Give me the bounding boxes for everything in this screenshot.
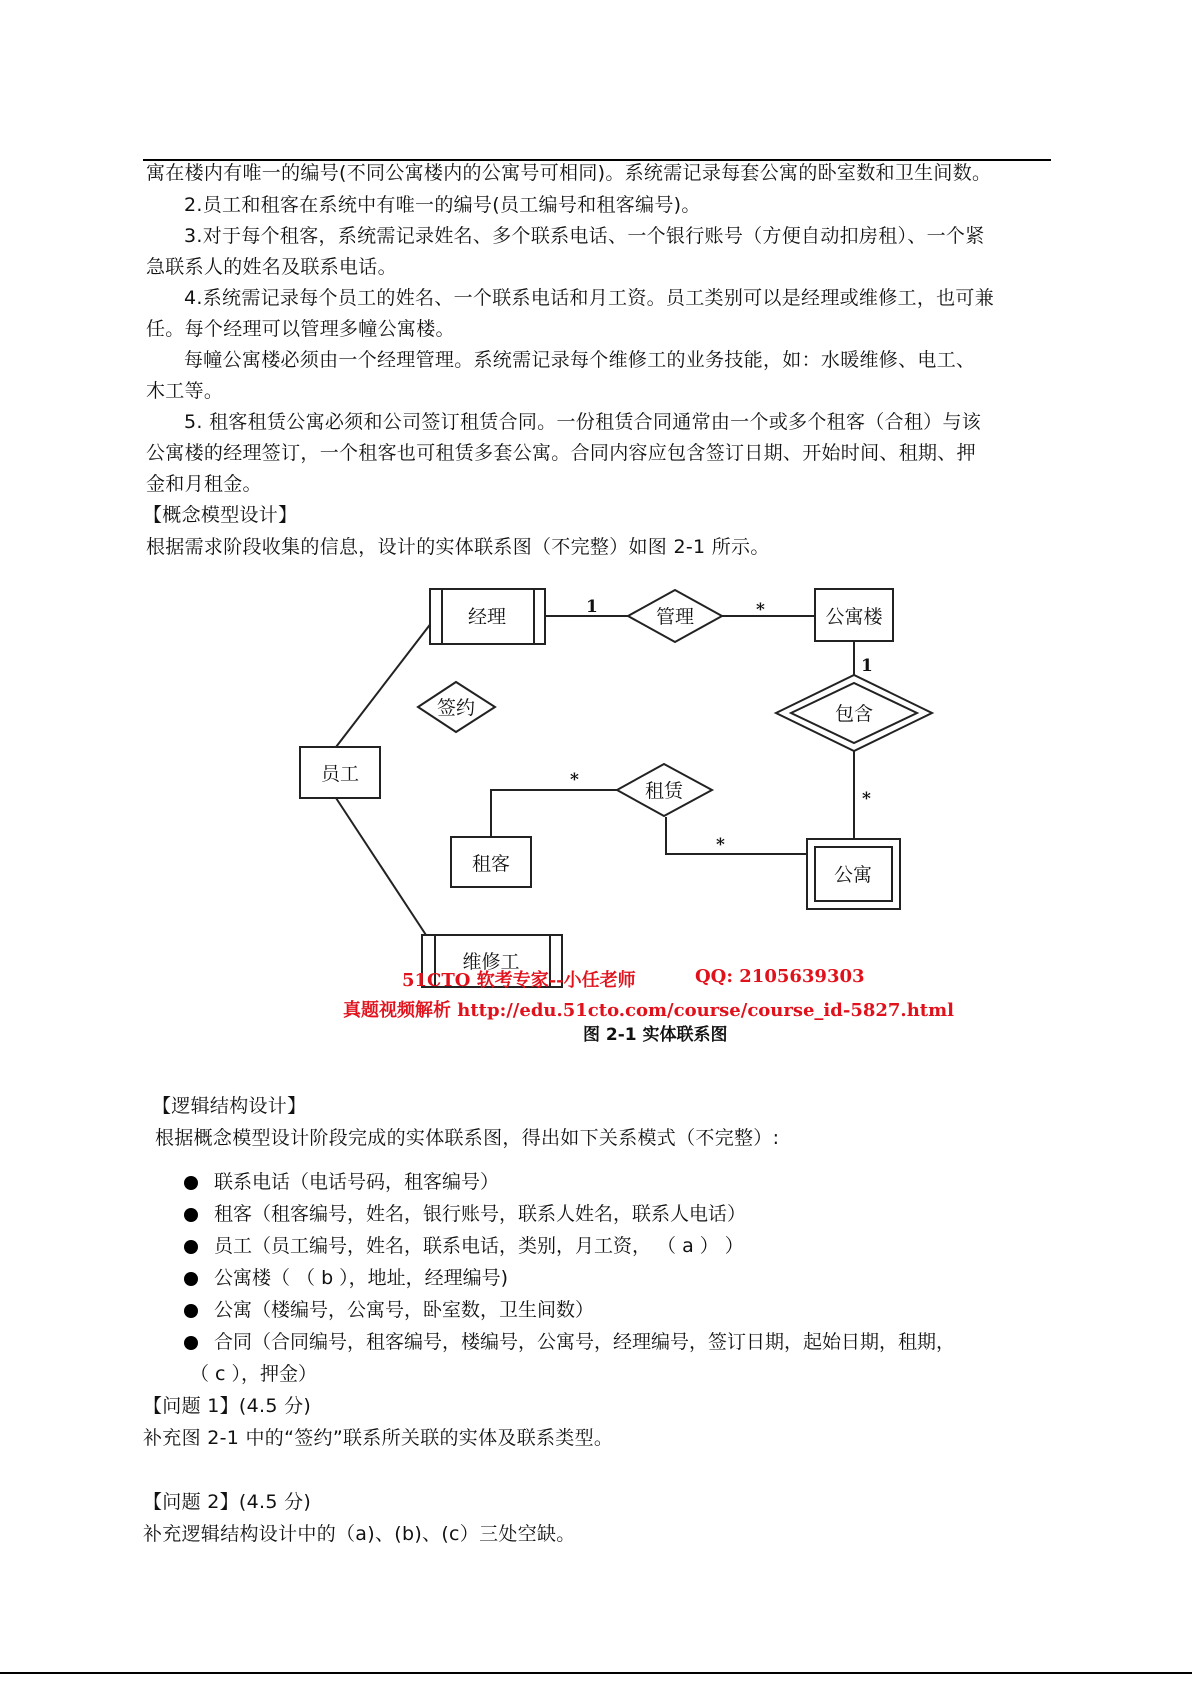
requirement-item-4-para-cont: 木工等。: [146, 380, 224, 402]
schema-item: 合同（合同编号，租客编号，楼编号，公寓号，经理编号，签订日期，起始日期，租期，: [214, 1331, 956, 1353]
figure-caption: 图 2-1 实体联系图: [583, 1025, 728, 1045]
requirement-item-5-end: 金和月租金。: [146, 473, 262, 495]
label-apartment: 公寓: [833, 864, 873, 886]
card-contain-building: 1: [861, 656, 873, 676]
bullet-icon: [184, 1304, 198, 1318]
watermark-line1: 51CTO 软考专家--小任老师: [402, 970, 636, 991]
card-lease-apartment: *: [716, 835, 725, 855]
watermark-qq: QQ: 2105639303: [695, 966, 865, 987]
requirement-item-3: 3.对于每个租客，系统需记录姓名、多个联系电话、一个银行账号（方便自动扣房租）、一个紧: [184, 225, 985, 247]
schema-item: 联系电话（电话号码，租客编号）: [214, 1171, 500, 1193]
bullet-icon: [184, 1240, 198, 1254]
label-sign: 签约: [436, 697, 476, 719]
bullet-icon: [184, 1336, 198, 1350]
card-contain-apartment: *: [862, 789, 871, 809]
question-2-text: 补充逻辑结构设计中的（a)、(b)、(c）三处空缺。: [143, 1523, 576, 1545]
question-1-text: 补充图 2-1 中的“签约”联系所关联的实体及联系类型。: [143, 1427, 614, 1449]
label-lease: 租赁: [644, 780, 684, 802]
requirement-item-3-cont: 急联系人的姓名及联系电话。: [146, 256, 397, 278]
label-manage: 管理: [655, 606, 695, 628]
card-manage-manager: 1: [586, 597, 598, 617]
footer-rule: [0, 1672, 1192, 1674]
schema-item: 租客（租客编号，姓名，银行账号，联系人姓名，联系人电话）: [214, 1203, 747, 1225]
card-manage-building: *: [756, 600, 765, 620]
bullet-icon: [184, 1208, 198, 1222]
requirement-item-5: 5. 租客租赁公寓必须和公司签订租赁合同。一份租赁合同通常由一个或多个租客（合租）与该: [184, 411, 982, 433]
label-building: 公寓楼: [825, 606, 883, 628]
label-manager: 经理: [467, 606, 507, 628]
label-tenant: 租客: [471, 853, 511, 875]
requirement-item-4-para: 每幢公寓楼必须由一个经理管理。系统需记录每个维修工的业务技能，如：水暖维修、电工、: [184, 349, 976, 371]
question-1-title: 【问题 1】(4.5 分): [143, 1395, 312, 1417]
schema-item: 公寓楼（ （ b ），地址，经理编号): [214, 1267, 509, 1289]
requirement-item-2: 2.员工和租客在系统中有唯一的编号(员工编号和租客编号)。: [184, 194, 701, 216]
concept-heading: 【概念模型设计】: [143, 504, 298, 526]
requirement-line-top: 寓在楼内有唯一的编号(不同公寓楼内的公寓号可相同)。系统需记录每套公寓的卧室数和卫生间数。: [146, 162, 992, 184]
label-repairman: 维修工: [462, 951, 520, 973]
logical-intro: 根据概念模型设计阶段完成的实体联系图，得出如下关系模式（不完整）:: [155, 1127, 780, 1149]
watermark-line2: 真题视频解析 http://edu.51cto.com/course/course_id-5827.html: [343, 1000, 954, 1021]
concept-intro: 根据需求阶段收集的信息，设计的实体联系图（不完整）如图 2-1 所示。: [146, 536, 770, 558]
requirement-item-4: 4.系统需记录每个员工的姓名、一个联系电话和月工资。员工类别可以是经理或维修工，也可兼: [184, 287, 995, 309]
schema-item: 公寓（楼编号，公寓号，卧室数，卫生间数）: [214, 1299, 595, 1321]
bullet-icon: [184, 1176, 198, 1190]
requirement-item-5-cont: 公寓楼的经理签订，一个租客也可租赁多套公寓。合同内容应包含签订日期、开始时间、租期、押: [146, 442, 976, 464]
schema-item: 员工（员工编号，姓名，联系电话，类别，月工资， （ a ） ）: [214, 1235, 744, 1257]
bullet-icon: [184, 1272, 198, 1286]
label-employee: 员工: [320, 763, 360, 785]
logical-heading: 【逻辑结构设计】: [152, 1095, 307, 1117]
question-2-title: 【问题 2】(4.5 分): [143, 1491, 312, 1513]
label-contain: 包含: [834, 703, 874, 725]
requirement-item-4-cont: 任。每个经理可以管理多幢公寓楼。: [146, 318, 455, 340]
schema-item-cont: （ c ），押金）: [190, 1363, 318, 1385]
card-lease-tenant: *: [570, 770, 579, 790]
